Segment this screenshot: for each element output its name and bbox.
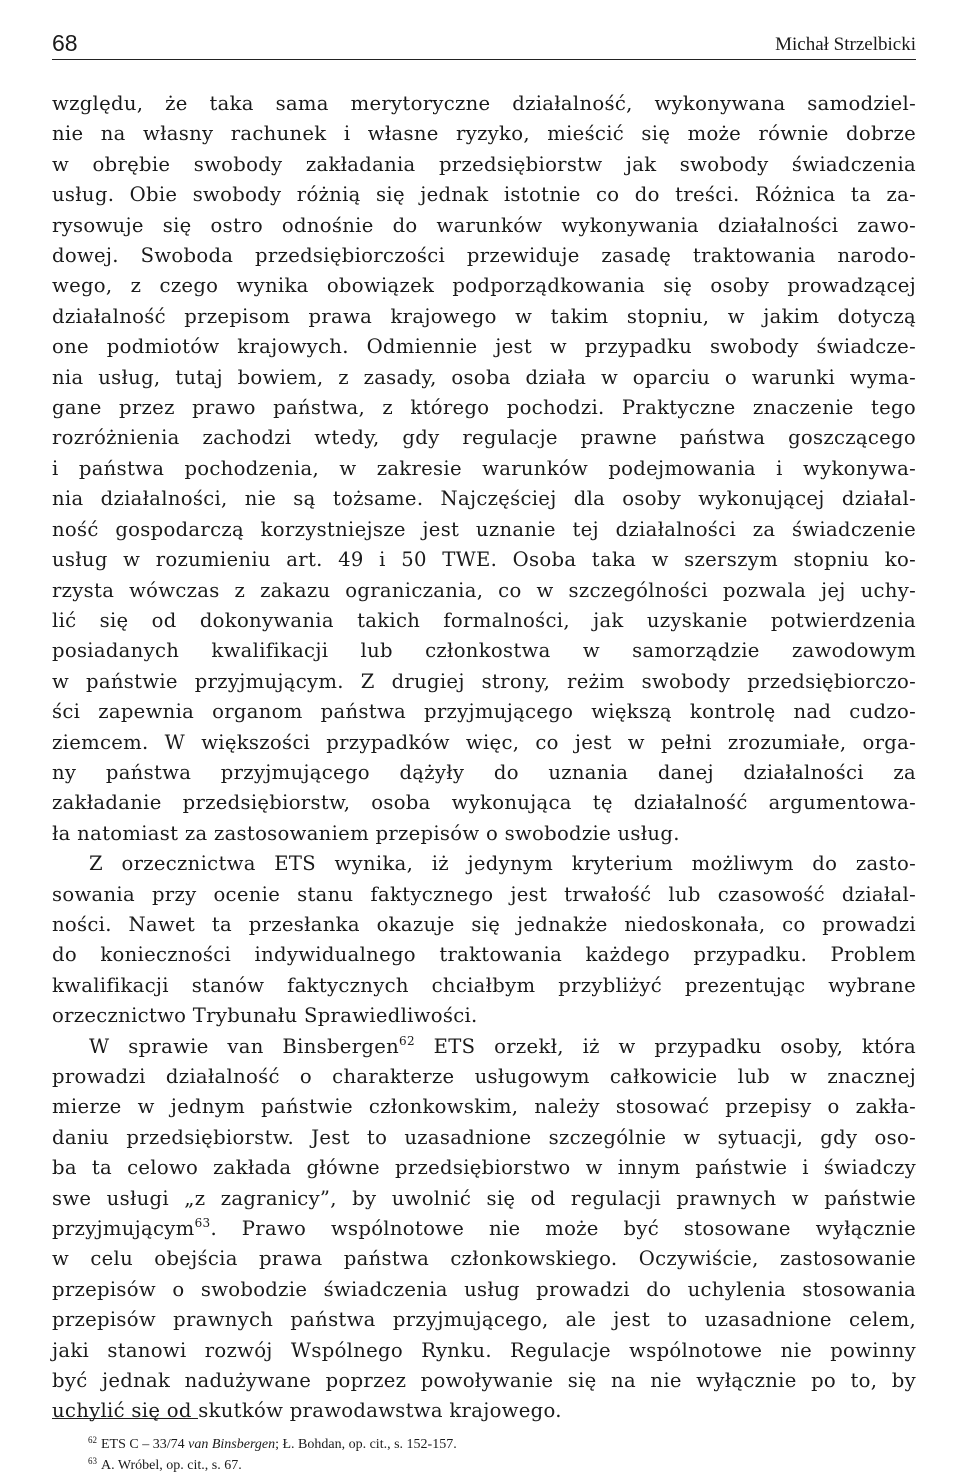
text-line: rozróżnienia zachodzi wtedy, gdy regulacje prawne państwa goszczącego [52,426,916,450]
text-line: ny państwa przyjmującego dążyły do uznania danej działalności za [52,760,916,784]
text-line: orzecznictwo Trybunału Sprawiedliwości. [52,1004,478,1028]
text-line: mierze w jednym państwie członkowskim, należy stosować przepisy o zakła- [52,1095,916,1119]
paragraph-2 [52,849,916,1031]
text-line: rysowuje się ostro odnośnie do warunków wykonywania działalności zawo- [52,213,916,237]
text-line: rzysta wówczas z zakazu ograniczania, co w szczególności pozwala jej uchy- [52,578,916,602]
text-line: do konieczności indywidualnego traktowania każdego przypadku. Problem [52,943,916,967]
text-line: w państwie przyjmującym. Z drugiej strony, reżim swobody przedsiębiorczo- [52,669,916,693]
text-line: zakładanie przedsiębiorstw, osoba wykonująca tę działalność argumentowa- [52,791,916,815]
text-line: posiadanych kwalifikacji lub członkostwa w samorządzie zawodowym [52,639,916,663]
text-line: działalność przepisom prawa krajowego w takim stopniu, w jakim dotyczą [52,304,916,328]
text-line: ziemcem. W większości przypadków więc, co jest w pełni zrozumiałe, orga- [52,730,916,754]
footnote-reference[interactable]: 63 [194,1216,211,1231]
page-number: 68 [52,30,78,56]
text-line: ność gospodarczą korzystniejsze jest uznanie tej działalności za świadczenie [52,517,916,541]
text-line: swe usługi „z zagranicy”, by uwolnić się od regulacji prawnych w państwie [52,1186,916,1210]
case-name: van Binsbergen [188,1437,276,1452]
paragraph-1 [52,89,916,849]
header-rule [52,59,916,60]
text-line: przyjmującym$^{63}$. Prawo wspólnotowe nie może być stosowane wyłącznie [52,1216,916,1241]
footnote-62: $^{62}$ ETS C – 33/74 van Binsbergen; Ł. Bohdan, op. cit., s. 152-157. [88,1435,457,1452]
text-line: jaki stanowi rozwój Wspólnego Rynku. Regulacje wspólnotowe nie powinny [52,1338,916,1362]
text-line: przepisów prawnych państwa przyjmującego, ale jest to uzasadnione celem, [52,1308,916,1332]
text-line: wego, z czego wynika obowiązek podporządkowania się osoby prowadzącej [52,274,916,298]
text-line: gane przez prawo państwa, z którego pochodzi. Praktyczne znaczenie tego [52,396,916,420]
text-line: nie na własny rachunek i własne ryzyko, mieścić się może równie dobrze [52,122,916,146]
text-line: ności. Nawet ta przesłanka okazuje się jednakże niedoskonała, co prowadzi [52,912,916,936]
text-line: lić się od dokonywania takich formalności, jak uzyskanie potwierdzenia [52,608,916,632]
text-line: przepisów o swobodzie świadczenia usług prowadzi do uchylenia stosowania [52,1277,916,1301]
text-line: ba ta celowo zakłada główne przedsiębiorstwo w innym państwie i świadczy [52,1156,916,1180]
text-line: względu, że taka sama merytoryczne działalność, wykonywana samodziel- [52,92,916,115]
paragraph-3 [52,1032,916,1427]
footnote-number: 62 [88,1435,97,1445]
footnote-rule [52,1418,198,1419]
text-line: ści zapewnia organom państwa przyjmującego większą kontrolę nad cudzo- [52,700,916,724]
footnotes [88,1434,916,1476]
text-line: w celu obejścia prawa państwa członkowskiego. Oczywiście, zastosowanie [52,1247,916,1271]
text-line: prowadzi działalność o charakterze usługowym całkowicie lub w znacznej [52,1065,916,1088]
text-line: uchylić się od skutków prawodawstwa krajowego. [52,1399,562,1423]
text-line: one podmiotów krajowych. Odmiennie jest w przypadku swobody świadcze- [52,335,916,359]
body-text [52,89,916,1427]
text-line: i państwa pochodzenia, w zakresie warunków podejmowania i wykonywa- [52,456,916,480]
text-line: kwalifikacji stanów faktycznych chciałbym przybliżyć prezentując wybrane [52,973,916,997]
text-line: daniu przedsiębiorstw. Jest to uzasadnione szczególnie w sytuacji, gdy oso- [52,1125,916,1149]
text-line: być jednak nadużywane poprzez powoływanie się na nie wyłącznie po to, by [52,1369,916,1393]
text-line: ła natomiast za zastosowaniem przepisów o swobodzie usług. [52,821,680,845]
text-line: nia usług, tutaj bowiem, z zasady, osoba działa w oparciu o warunki wyma- [52,365,916,389]
text-line: w obrębie swobody zakładania przedsiębiorstw jak swobody świadczenia [52,152,916,176]
text-line: usług. Obie swobody różnią się jednak istotnie co do treści. Różnica ta za- [52,183,916,207]
text-line: W sprawie van Binsbergen$^{62}$ ETS orzekł, iż w przypadku osoby, która [89,1033,916,1058]
footnote-reference[interactable]: 62 [399,1033,415,1048]
footnote-number: 63 [88,1456,97,1466]
footnote-63: $^{63}$ A. Wróbel, op. cit., s. 67. [88,1456,242,1473]
text-line: Z orzecznictwa ETS wynika, iż jedynym kryterium możliwym do zasto- [89,852,916,876]
text-line: dowej. Swoboda przedsiębiorczości przewiduje zasadę traktowania narodo- [52,244,916,268]
text-line: nia działalności, nie są tożsame. Najczęściej dla osoby wykonującej działal- [52,487,916,511]
text-line: sowania przy ocenie stanu faktycznego jest trwałość lub czasowość działal- [52,882,916,906]
running-head [52,28,916,58]
running-title-author: Michał Strzelbicki [775,34,916,55]
text-line: usług w rozumieniu art. 49 i 50 TWE. Osoba taka w szerszym stopniu ko- [52,548,916,572]
